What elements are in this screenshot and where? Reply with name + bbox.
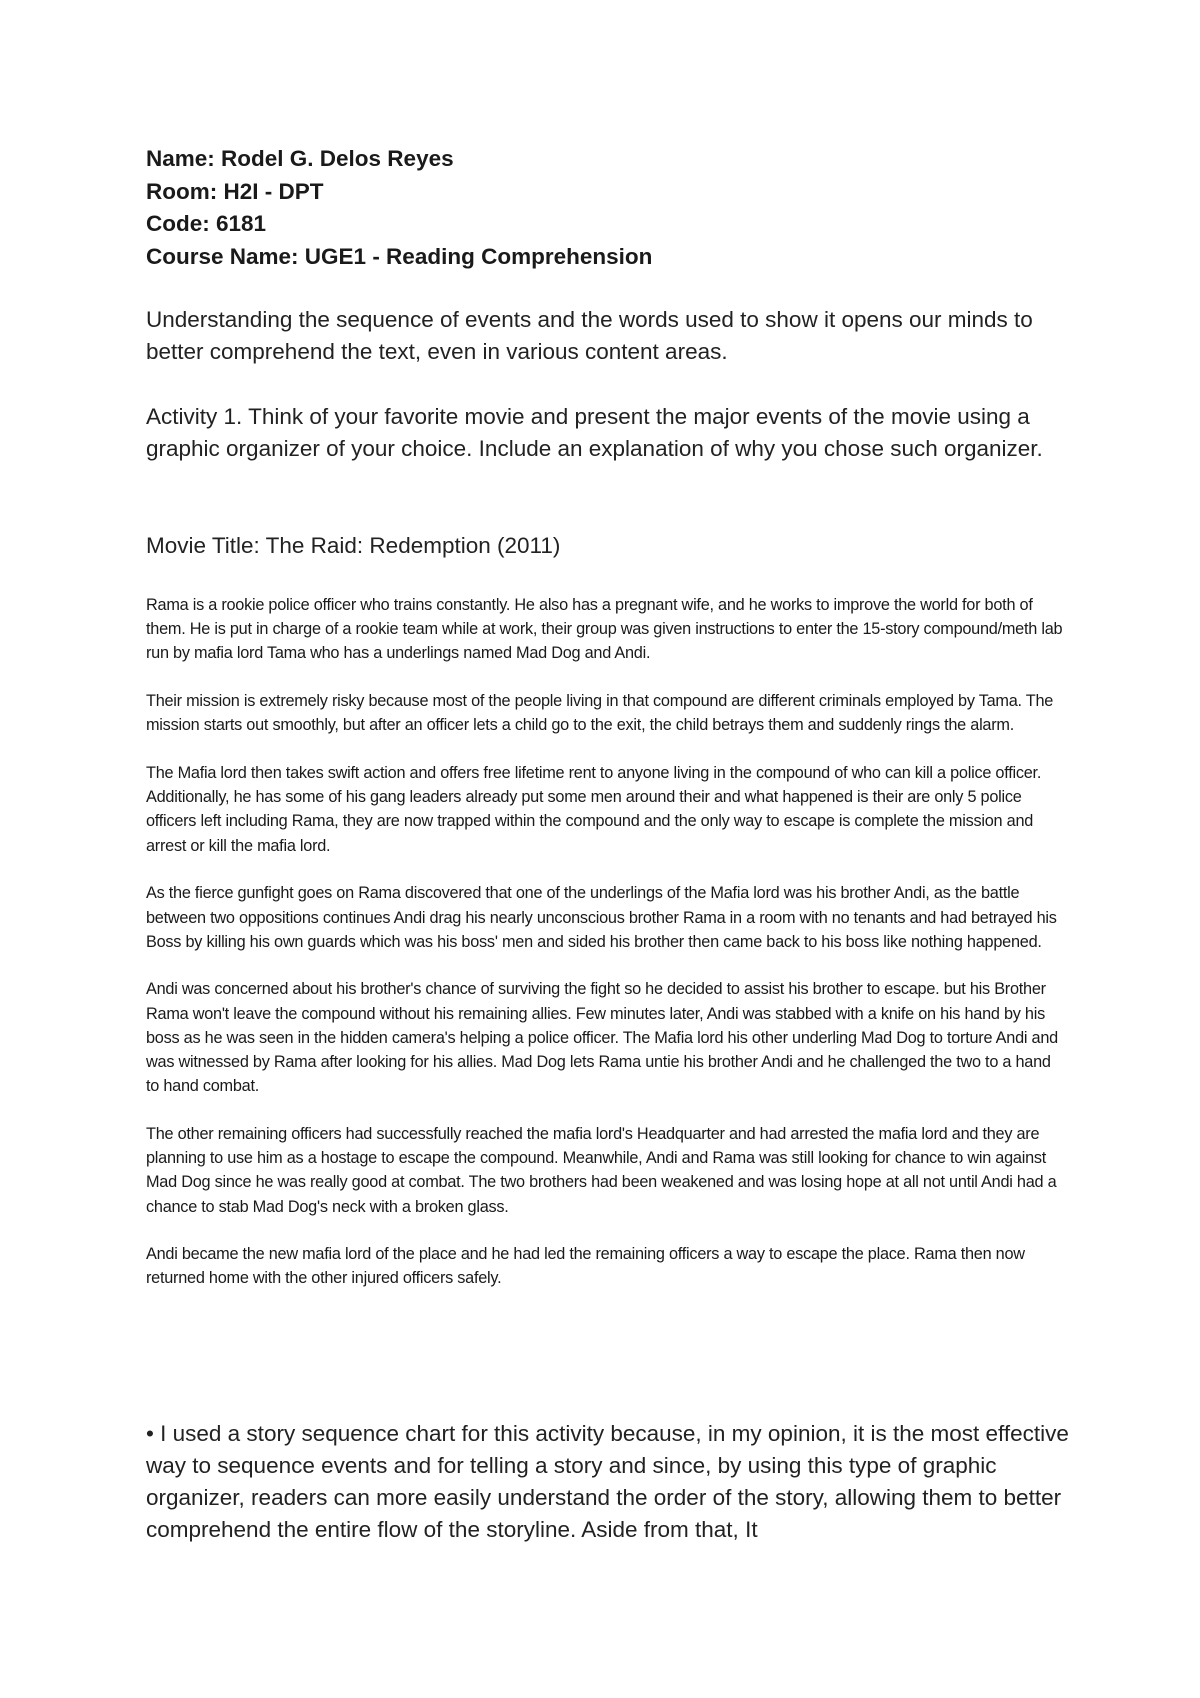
- movie-title: Movie Title: The Raid: Redemption (2011): [146, 533, 561, 558]
- story-paragraph: The Mafia lord then takes swift action and offers free lifetime rent to anyone living in the compound of who can kill a police officer. Additionally, he has some of his gang leaders already put some men around their and what happened is their are only 5 police officers left including Rama, they are now trapped within the compound and the only way to escape is complete the mission and arrest or kill the mafia lord.: [146, 764, 1042, 855]
- story-paragraph: Rama is a rookie police officer who trains constantly. He also has a pregnant wife, and he works to improve the world for both of them. He is put in charge of a rookie team while at work, their group was given instructions to enter the 15-story compound/meth lab run by mafia lord Tama who has a underlings named Mad Dog and Andi.: [146, 596, 1063, 663]
- intro-paragraph: Understanding the sequence of events and the words used to show it opens our minds to better comprehend the text, even in various content areas.: [146, 307, 1033, 364]
- story-paragraph: As the fierce gunfight goes on Rama discovered that one of the underlings of the Mafia lord was his brother Andi, as the battle between two oppositions continues Andi drag his nearly unconscious brother Rama in a room with no tenants and had betrayed his Boss by killing his own guards which was his boss' men and sided his brother then came back to his boss like nothing happened.: [146, 884, 1057, 951]
- story-summary: [146, 593, 1066, 1314]
- organizer-explanation: • I used a story sequence chart for this activity because, in my opinion, it is the most effective way to sequence events and for telling a story and since, by using this type of graphic organizer, readers can more easily understand the order of the story, allowing them to better comprehend the entire flow of the storyline. Aside from that, It: [146, 1421, 1069, 1542]
- room-label: Room: H2I - DPT: [146, 178, 324, 204]
- code-label: Code: 6181: [146, 211, 267, 236]
- story-paragraph: Andi became the new mafia lord of the place and he had led the remaining officers a way to escape the place. Rama then now returned home with the other injured officers safely.: [146, 1245, 1025, 1288]
- story-paragraph: The other remaining officers had successfully reached the mafia lord's Headquarter and had arrested the mafia lord and they are planning to use him as a hostage to escape the compound. Meanwhile, Andi and Rama was still looking for chance to win against Mad Dog since he was really good at combat. The two brothers had been weakened and was losing hope at all not until Andi had a chance to stab Mad Dog's neck with a broken glass.: [146, 1124, 1057, 1216]
- student-info-header: [146, 143, 1066, 273]
- activity-instructions: Activity 1. Think of your favorite movie and present the major events of the movie using a graphic organizer of your choice. Include an explanation of why you chose such organizer.: [146, 404, 1043, 461]
- story-paragraph: Their mission is extremely risky because most of the people living in that compound are different criminals employed by Tama. The mission starts out smoothly, but after an officer lets a child go to the exit, the child betrays them and suddenly rings the alarm.: [146, 692, 1054, 735]
- student-name: Name: Rodel G. Delos Reyes: [146, 146, 454, 171]
- course-name: Course Name: UGE1 - Reading Comprehension: [146, 243, 653, 269]
- story-paragraph: Andi was concerned about his brother's chance of surviving the fight so he decided to assist his brother to escape. but his Brother Rama won't leave the compound without his remaining allies. Few minutes later, Andi was stabbed with a knife on his hand by his boss as he was seen in the hidden camera's helping a police officer. The Mafia lord his other underling Mad Dog to torture Andi and was witnessed by Rama after looking for his allies. Mad Dog lets Rama untie his brother Andi and he challenged the two to a hand to hand combat.: [146, 980, 1058, 1096]
